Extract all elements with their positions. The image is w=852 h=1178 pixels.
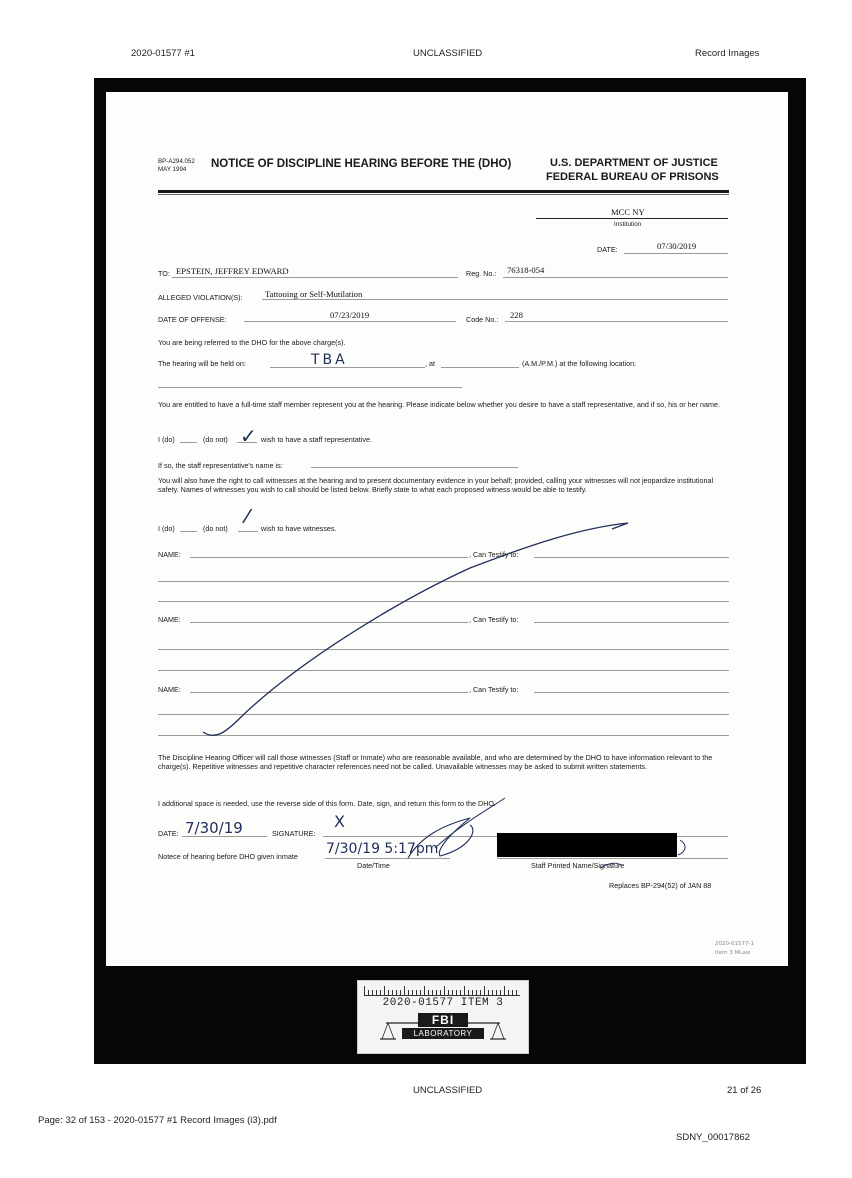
rep-name-line <box>311 467 518 468</box>
to-label: TO: <box>158 269 170 278</box>
agency-line-2: FEDERAL BUREAU OF PRISONS <box>546 171 719 183</box>
ruler-tick <box>464 986 465 995</box>
form-title: NOTICE OF DISCIPLINE HEARING BEFORE THE (DHO) <box>211 158 512 170</box>
ruler-tick <box>500 990 501 995</box>
ruler-tick <box>440 990 441 995</box>
offense-label: DATE OF OFFENSE: <box>158 315 227 324</box>
ruler <box>364 985 520 996</box>
corner-note-1: 2020-01577-1 <box>715 941 754 947</box>
dho-paragraph: The Discipline Hearing Officer will call those witnesses (Staff or Inmate) who are reasonable available, and who are determined by the DHO to have information relevant to the charge(s). Repetitive witnesses and repetitive character references need not be called. Unavailable witnesses may be asked to submit written statements. <box>158 753 713 771</box>
witness-2-name-label: NAME: <box>158 615 181 624</box>
signature-value: X <box>334 812 345 831</box>
fbi-label: FBI <box>418 1013 468 1027</box>
witness-paragraph: You will also have the right to call witnesses at the hearing and to present documentary evidence in your behalf; provided, calling your witnesses will not jeopardize institutional safety. Names of witnesses you wish to call should be listed below. Briefly state to what each proposed witness would be able to testify. <box>158 476 714 494</box>
at-label: , at <box>425 359 435 368</box>
rep-name-label: If so, the staff representative's name is: <box>158 461 283 470</box>
ruler-tick <box>428 990 429 995</box>
do-not-witness-label: (do not) <box>203 524 228 533</box>
ruler-tick <box>368 990 369 995</box>
laboratory-label: LABORATORY <box>402 1028 484 1039</box>
witness-3-name-label: NAME: <box>158 685 181 694</box>
ruler-tick <box>476 990 477 995</box>
ruler-tick <box>448 990 449 995</box>
sig-date-line <box>182 836 267 837</box>
witness-do-not-blank <box>238 531 258 532</box>
fbi-evidence-tag <box>357 980 529 1054</box>
ruler-tick <box>452 990 453 995</box>
ruler-tick <box>420 990 421 995</box>
ruler-tick <box>372 990 373 995</box>
code-value: 228 <box>510 310 523 320</box>
agency-line-1: U.S. DEPARTMENT OF JUSTICE <box>550 157 718 169</box>
ruler-tick <box>496 990 497 995</box>
ruler-tick <box>364 986 365 995</box>
witness-1-testify-label: , Can Testify to: <box>469 550 519 559</box>
witness-2-name-line <box>190 622 468 623</box>
ruler-tick <box>460 990 461 995</box>
institution-label: Institution <box>614 221 642 228</box>
ruler-tick <box>396 990 397 995</box>
offense-line <box>244 321 456 322</box>
notice-value: 7/30/19 5:17pm <box>326 841 439 857</box>
ruler-tick <box>456 990 457 995</box>
date-line <box>624 253 728 254</box>
referred-text: You are being referred to the DHO for the above charge(s). <box>158 338 346 347</box>
datetime-label: Date/Time <box>357 861 390 870</box>
do-not-checkmark: ✓ <box>240 424 257 448</box>
corner-note-2: Item 3 MLaw <box>715 950 751 956</box>
ruler-tick <box>516 990 517 995</box>
ruler-tick <box>468 990 469 995</box>
staff-label: Staff Printed Name/Signature <box>531 861 625 870</box>
institution-line <box>536 218 728 219</box>
reg-line <box>503 277 728 278</box>
redaction-box <box>497 833 677 857</box>
signature-label: SIGNATURE: <box>272 829 316 838</box>
wish-staff-text: wish to have a staff representative. <box>261 435 372 444</box>
witness-slash-mark: / <box>241 504 254 528</box>
ruler-tick <box>504 986 505 995</box>
witness-1-line-2 <box>158 581 729 582</box>
violation-label: ALLEGED VIOLATION(S): <box>158 293 243 302</box>
hearing-label: The hearing will be held on: <box>158 359 246 368</box>
hearing-line <box>270 367 425 368</box>
replaces-text: Replaces BP-294(52) of JAN 88 <box>609 881 712 890</box>
footer-page-count: 21 of 26 <box>727 1085 762 1096</box>
institution-value: MCC NY <box>611 207 645 217</box>
ruler-tick <box>376 990 377 995</box>
reg-label: Reg. No.: <box>466 269 497 278</box>
i-do-label: I (do) <box>158 435 175 444</box>
do-not-label: (do not) <box>203 435 228 444</box>
title-rule <box>158 190 729 193</box>
staff-rep-paragraph: You are entitled to have a full-time staff member represent you at the hearing. Please indicate below whether you desire to have a staff representative, and if so, his or her name. <box>158 400 721 409</box>
hearing-value: TBA <box>311 352 348 368</box>
ruler-tick <box>484 986 485 995</box>
code-line <box>505 321 728 322</box>
witness-2-testify-line <box>534 622 729 623</box>
footer-center: UNCLASSIFIED <box>413 1085 483 1096</box>
location-line <box>158 387 462 388</box>
reg-value: 76318-054 <box>507 265 545 275</box>
notice-line <box>325 858 450 859</box>
violation-value: Tattooing or Self-Mutilation <box>265 289 363 299</box>
witness-1-name-label: NAME: <box>158 550 181 559</box>
staff-line <box>497 858 728 859</box>
sig-date-value: 7/30/19 <box>185 819 243 837</box>
ruler-tick <box>508 990 509 995</box>
ruler-tick <box>488 990 489 995</box>
witness-3-testify-line <box>534 692 729 693</box>
code-label: Code No.: <box>466 315 499 324</box>
ruler-tick <box>436 990 437 995</box>
inmate-name: EPSTEIN, JEFFREY EDWARD <box>176 266 289 276</box>
footer-pdf-page: Page: 32 of 153 - 2020-01577 #1 Record Images (i3).pdf <box>38 1115 277 1126</box>
time-line <box>441 367 519 368</box>
ruler-tick <box>492 990 493 995</box>
additional-space-text: I additional space is needed, use the reverse side of this form. Date, sign, and return this form to the DHO. <box>158 799 496 808</box>
witness-1-testify-line <box>534 557 729 558</box>
ruler-tick <box>408 990 409 995</box>
ruler-tick <box>416 990 417 995</box>
ruler-tick <box>412 990 413 995</box>
form-date: MAY 1994 <box>158 166 187 173</box>
witness-3-line-2 <box>158 714 729 715</box>
ruler-tick <box>380 990 381 995</box>
witness-do-blank <box>180 531 197 532</box>
ruler-tick <box>444 986 445 995</box>
ruler-tick <box>472 990 473 995</box>
ampm-text: (A.M./P.M.) at the following location: <box>522 359 637 368</box>
notice-label: Notece of hearing before DHO given inmate <box>158 852 298 861</box>
header-right: Record Images <box>695 48 760 59</box>
ruler-tick <box>432 990 433 995</box>
witness-1-name-line <box>190 557 468 558</box>
wish-witness-text: wish to have witnesses. <box>261 524 337 533</box>
ruler-tick <box>512 990 513 995</box>
to-line <box>172 277 458 278</box>
witness-2-testify-label: , Can Testify to: <box>469 615 519 624</box>
date-value: 07/30/2019 <box>657 241 697 251</box>
form-code: BP-A294.052 <box>158 158 195 165</box>
ruler-tick <box>392 990 393 995</box>
ruler-tick <box>400 990 401 995</box>
bates-number: SDNY_00017862 <box>676 1132 750 1143</box>
ruler-tick <box>404 986 405 995</box>
header-left: 2020-01577 #1 <box>131 48 195 59</box>
witness-2-line-2 <box>158 649 729 650</box>
witness-1-line-3 <box>158 601 729 602</box>
fbi-item-number: 2020-01577 ITEM 3 <box>382 997 504 1009</box>
ruler-tick <box>384 986 385 995</box>
violation-line <box>262 299 728 300</box>
title-rule-thin <box>158 194 729 195</box>
offense-value: 07/23/2019 <box>330 310 370 320</box>
i-do-witness-label: I (do) <box>158 524 175 533</box>
witness-3-line-3 <box>158 735 729 736</box>
do-blank <box>180 442 197 443</box>
witness-2-line-3 <box>158 670 729 671</box>
ruler-tick <box>480 990 481 995</box>
ruler-tick <box>424 986 425 995</box>
witness-3-testify-label: , Can Testify to: <box>469 685 519 694</box>
header-center: UNCLASSIFIED <box>413 48 483 59</box>
sig-date-label: DATE: <box>158 829 179 838</box>
date-label: DATE: <box>597 245 618 254</box>
ruler-tick <box>388 990 389 995</box>
witness-3-name-line <box>190 692 468 693</box>
